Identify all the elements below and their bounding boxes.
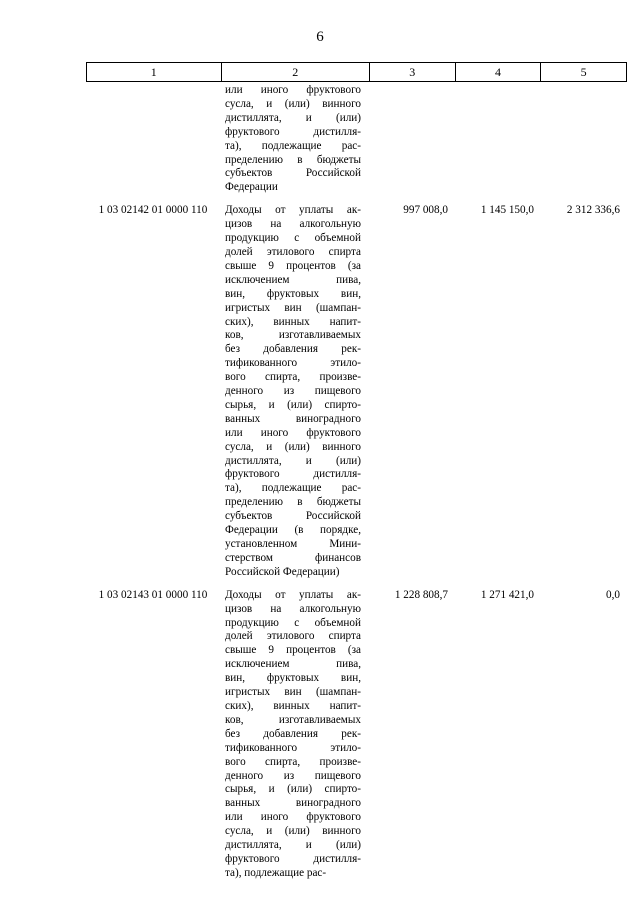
table-header bbox=[86, 62, 627, 82]
header-col-3: 3 bbox=[369, 63, 455, 81]
table-row bbox=[86, 204, 627, 579]
header-col-5: 5 bbox=[540, 63, 626, 81]
description-line: фруктового дистилля- bbox=[225, 852, 361, 865]
table-row bbox=[86, 84, 627, 195]
description-line: ванных виноградного bbox=[225, 412, 361, 425]
description-line: исключением пива, bbox=[225, 658, 361, 671]
description-line: ков, изготавливаемых bbox=[225, 713, 361, 726]
description-line: продукцию с объемной bbox=[225, 616, 361, 629]
description-line: вин, фруктовых вин, bbox=[225, 672, 361, 685]
header-col-4: 4 bbox=[455, 63, 541, 81]
description-line: пределению в бюджеты bbox=[225, 496, 361, 509]
description-line: вин, фруктовых вин, bbox=[225, 287, 361, 300]
amount-col-4: 1 145 150,0 bbox=[480, 204, 534, 217]
description-line: сусла, и (или) винного bbox=[225, 825, 361, 838]
description-line: Российской Федерации) bbox=[225, 565, 340, 578]
description-line: субъектов Российской bbox=[225, 167, 361, 180]
description-line: сырья, и (или) спирто- bbox=[225, 783, 361, 796]
description-line: свыше 9 процентов (за bbox=[225, 644, 361, 657]
description-line: дистиллята, и (или) bbox=[225, 454, 361, 467]
description-line: долей этилового спирта bbox=[225, 245, 361, 258]
description-line: тификованного этило- bbox=[225, 357, 361, 370]
budget-code: 1 03 02142 01 0000 110 bbox=[98, 204, 208, 217]
description-line: фруктового дистилля- bbox=[225, 468, 361, 481]
description-line: цизов на алкогольную bbox=[225, 218, 361, 231]
description-line: без добавления рек- bbox=[225, 727, 361, 740]
description-line: ков, изготавливаемых bbox=[225, 329, 361, 342]
description-line: Доходы от уплаты ак- bbox=[225, 204, 361, 217]
amount-col-3 bbox=[369, 84, 455, 195]
income-description bbox=[220, 84, 369, 195]
description-line: стерством финансов bbox=[225, 551, 361, 564]
amount-col-4 bbox=[455, 84, 541, 195]
amount-col-5 bbox=[541, 84, 627, 195]
income-description bbox=[220, 204, 369, 579]
description-line: Федерации (в порядке, bbox=[225, 524, 361, 537]
description-line: сусла, и (или) винного bbox=[225, 97, 361, 110]
budget-code: 1 03 02143 01 0000 110 bbox=[98, 588, 208, 601]
amount-col-4: 1 271 421,0 bbox=[480, 588, 534, 601]
description-line: Федерации bbox=[225, 181, 278, 194]
description-line: долей этилового спирта bbox=[225, 630, 361, 643]
description-line: тификованного этило- bbox=[225, 741, 361, 754]
description-line: или иного фруктового bbox=[225, 811, 361, 824]
description-line: дистиллята, и (или) bbox=[225, 839, 361, 852]
description-line: сусла, и (или) винного bbox=[225, 440, 361, 453]
description-line: установленном Мини- bbox=[225, 538, 361, 550]
header-col-2: 2 bbox=[221, 63, 369, 81]
description-line: денного из пищевого bbox=[225, 769, 361, 782]
amount-col-5: 2 312 336,6 bbox=[566, 204, 620, 217]
description-line: ских), винных напит- bbox=[225, 315, 361, 328]
description-line: вого спирта, произве- bbox=[225, 371, 361, 384]
description-line: цизов на алкогольную bbox=[225, 602, 361, 615]
description-line: или иного фруктового bbox=[225, 426, 361, 439]
header-col-1: 1 bbox=[150, 65, 157, 79]
description-line: свыше 9 процентов (за bbox=[225, 259, 361, 272]
table-body bbox=[86, 84, 627, 890]
amount-col-3: 1 228 808,7 bbox=[394, 588, 448, 601]
description-line: Доходы от уплаты ак- bbox=[225, 588, 361, 601]
amount-col-3: 997 008,0 bbox=[403, 204, 448, 217]
description-line: сырья, и (или) спирто- bbox=[225, 398, 361, 411]
description-line: субъектов Российской bbox=[225, 510, 361, 523]
description-line: вого спирта, произве- bbox=[225, 755, 361, 768]
description-line: ских), винных напит- bbox=[225, 699, 361, 712]
description-line: продукцию с объемной bbox=[225, 232, 361, 245]
income-description bbox=[220, 589, 369, 881]
table-row bbox=[86, 589, 627, 881]
description-line: или иного фруктового bbox=[225, 84, 361, 96]
description-line: денного из пищевого bbox=[225, 385, 361, 398]
budget-code bbox=[86, 84, 220, 195]
description-line: ванных виноградного bbox=[225, 797, 361, 810]
description-line: пределению в бюджеты bbox=[225, 153, 361, 166]
description-line: та), подлежащие рас- bbox=[225, 482, 361, 495]
description-line: без добавления рек- bbox=[225, 343, 361, 356]
description-line: та), подлежащие рас- bbox=[225, 866, 327, 879]
description-line: фруктового дистилля- bbox=[225, 125, 361, 138]
description-line: игристых вин (шампан- bbox=[225, 301, 361, 314]
description-line: исключением пива, bbox=[225, 273, 361, 286]
page-number: 6 bbox=[316, 29, 324, 45]
description-line: та), подлежащие рас- bbox=[225, 139, 361, 152]
description-line: игристых вин (шампан- bbox=[225, 686, 361, 699]
description-line: дистиллята, и (или) bbox=[225, 111, 361, 124]
amount-col-5: 0,0 bbox=[606, 588, 620, 601]
